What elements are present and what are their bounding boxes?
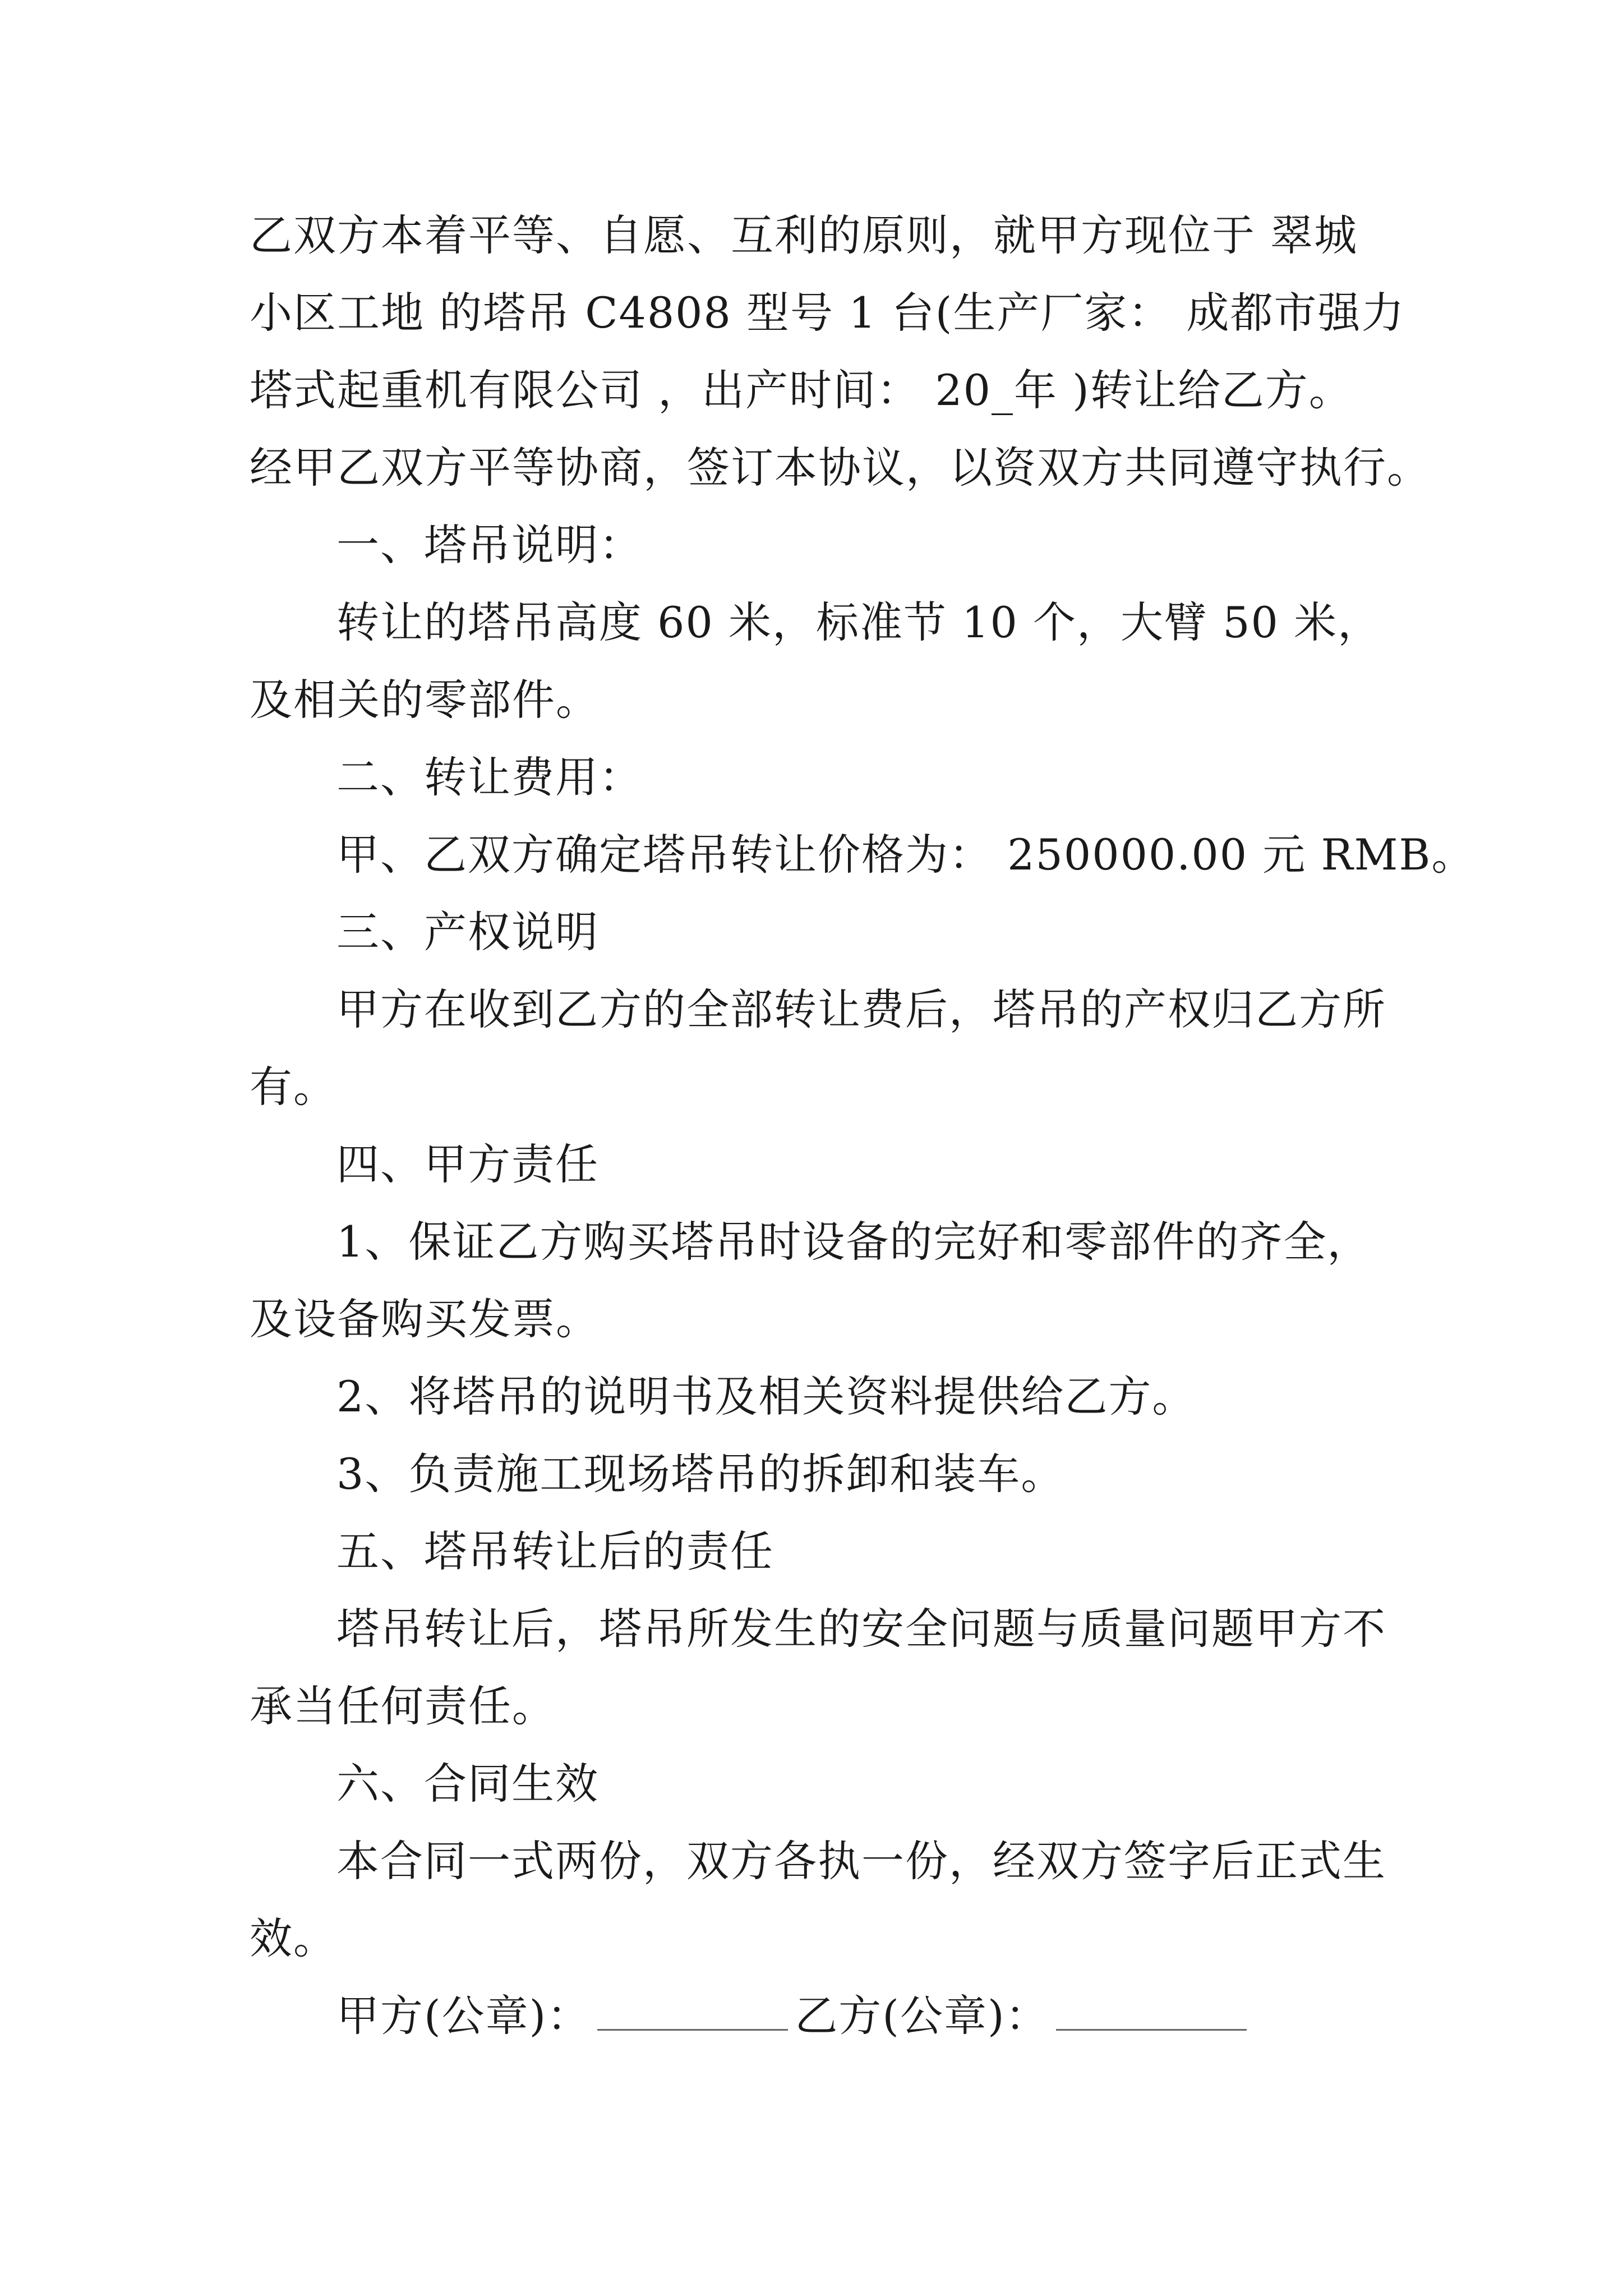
- section-heading: 五、塔吊转让后的责任: [336, 1526, 774, 1576]
- text-line: 有。: [250, 1062, 337, 1112]
- party-a-label: 甲方(公章)：: [336, 1991, 591, 2041]
- text-line: 及相关的零部件。: [250, 675, 600, 725]
- text-line: 塔吊转让后，塔吊所发生的安全问题与质量问题甲方不: [336, 1604, 1386, 1654]
- text-line: 经甲乙双方平等协商，签订本协议，以资双方共同遵守执行。: [250, 443, 1431, 493]
- section-heading: 三、产权说明: [336, 907, 599, 957]
- text-line: 及设备购买发票。: [250, 1294, 600, 1344]
- text-line: 小区工地 的塔吊 C4808 型号 1 台(生产厂家： 成都市强力: [250, 288, 1405, 338]
- text-line: 乙双方本着平等、自愿、互利的原则，就甲方现位于 翠城: [250, 210, 1358, 260]
- text-line: 1、保证乙方购买塔吊时设备的完好和零部件的齐全，: [336, 1217, 1371, 1267]
- text-line: 甲、乙双方确定塔吊转让价格为： 250000.00 元 RMB。: [336, 830, 1476, 880]
- text-line: 3、负责施工现场塔吊的拆卸和装车。: [336, 1449, 1065, 1499]
- party-b-signature-blank: [1056, 1991, 1247, 2031]
- text-line: 塔式起重机有限公司 ，出产时间： 20_年 )转让给乙方。: [250, 365, 1353, 415]
- text-line: 甲方在收到乙方的全部转让费后，塔吊的产权归乙方所: [336, 984, 1386, 1034]
- text-line: 效。: [250, 1913, 337, 1963]
- section-heading: 一、塔吊说明：: [336, 520, 643, 570]
- party-b-label: 乙方(公章)：: [795, 1991, 1049, 2041]
- text-line: 2、将塔吊的说明书及相关资料提供给乙方。: [336, 1372, 1196, 1421]
- section-heading: 四、甲方责任: [336, 1139, 599, 1189]
- section-heading: 六、合同生效: [336, 1759, 599, 1809]
- party-a-signature-blank: [597, 1991, 788, 2031]
- text-line: 转让的塔吊高度 60 米，标准节 10 个，大臂 50 米，: [336, 597, 1382, 647]
- text-line: 本合同一式两份，双方各执一份，经双方签字后正式生: [336, 1836, 1386, 1886]
- text-line: 承当任何责任。: [250, 1681, 556, 1731]
- signature-line: [336, 1988, 1486, 2044]
- section-heading: 二、转让费用：: [336, 752, 643, 802]
